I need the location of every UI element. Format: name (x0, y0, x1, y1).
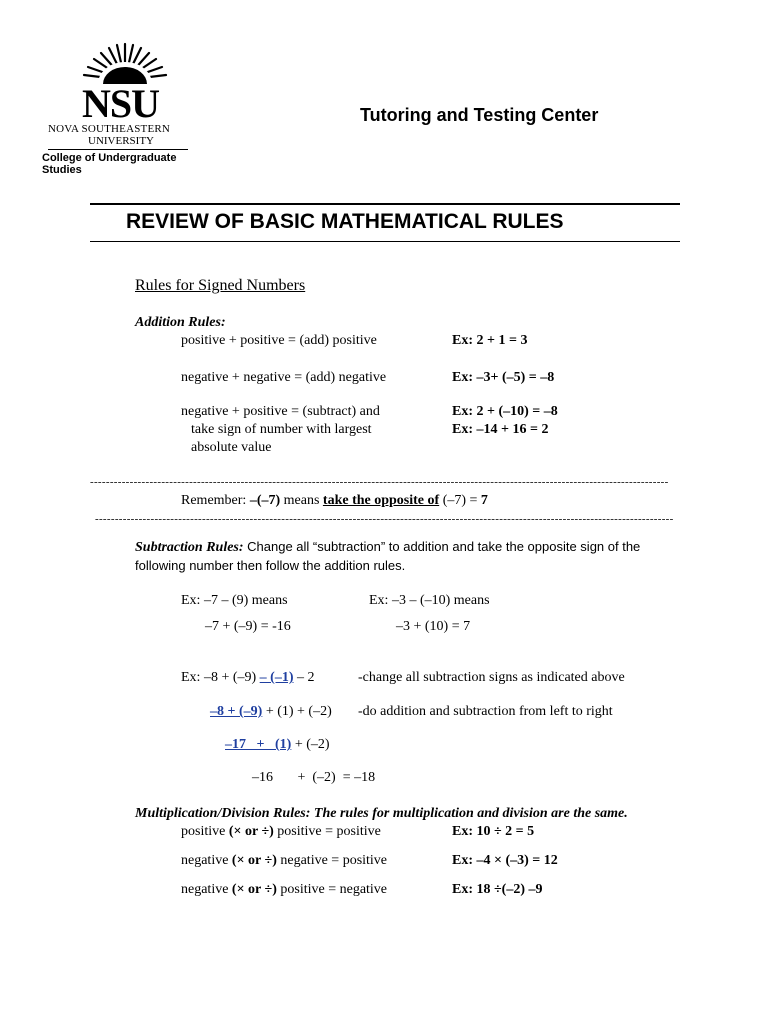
rule-1-b: positive = positive (273, 824, 381, 839)
logo-college: College of Undergraduate Studies (42, 152, 177, 176)
multdiv-rule-1 (181, 824, 381, 840)
center-title: Tutoring and Testing Center (360, 105, 599, 125)
subtraction-example-a-2: –7 + (–9) = -16 (205, 619, 291, 634)
subtraction-note-2: -do addition and subtraction from left to right (358, 704, 613, 719)
remember-prefix: Remember: (181, 493, 250, 508)
example-3-post: – 2 (293, 670, 315, 685)
multdiv-example-3: Ex: 18 ÷(–2) –9 (452, 882, 543, 897)
rule-1-a: positive (181, 824, 229, 839)
step-3-mark: –17 + (1) (225, 737, 292, 752)
rule-2-a: negative (181, 853, 232, 868)
addition-rule-2: negative + negative = (add) negative (181, 370, 387, 385)
subtraction-step-3 (225, 737, 330, 753)
remember-means: means (280, 493, 323, 508)
rule-3-b: positive = negative (276, 882, 388, 897)
multdiv-rule-3 (181, 882, 387, 898)
remember-suffix: (–7) = (439, 493, 481, 508)
nsu-logo (40, 40, 210, 176)
step-3-post: + (–2) (291, 737, 330, 752)
section-heading: Rules for Signed Numbers (135, 277, 306, 294)
addition-rule-3-line-2: take sign of number with largest (191, 422, 372, 437)
remember-expression: –(–7) (249, 493, 281, 508)
subtraction-heading: Subtraction Rules: (135, 540, 244, 555)
addition-rule-3-line-3: absolute value (191, 440, 272, 455)
logo-line-2: UNIVERSITY (88, 135, 154, 147)
subtraction-note-1: -change all subtraction signs as indicated above (358, 670, 625, 685)
sunburst-icon (70, 40, 180, 85)
subtraction-example-3 (181, 670, 315, 686)
title-top-rule (90, 203, 680, 205)
logo-divider (48, 149, 188, 150)
addition-example-2: Ex: –3+ (–5) = –8 (452, 370, 555, 385)
remember-line (181, 493, 488, 509)
example-3-mark: – (–1) (259, 670, 294, 685)
multdiv-example-2: Ex: –4 × (–3) = 12 (452, 853, 558, 868)
subtraction-example-b-1: Ex: –3 – (–10) means (369, 593, 490, 608)
page-title: REVIEW OF BASIC MATHEMATICAL RULES (126, 210, 564, 233)
addition-example-3a: Ex: 2 + (–10) = –8 (452, 404, 558, 419)
rule-2-b: negative = positive (276, 853, 388, 868)
rule-2-operator: (× or ÷) (231, 853, 277, 868)
subtraction-example-a-1: Ex: –7 – (9) means (181, 593, 288, 608)
addition-rule-1: positive + positive = (add) positive (181, 333, 377, 348)
subtraction-step-2 (210, 704, 332, 720)
example-3-pre: Ex: –8 + (–9) (181, 670, 260, 685)
logo-wordmark: NSU (82, 81, 160, 126)
multdiv-heading: Multiplication/Division Rules: The rules for multiplication and division are the same. (135, 806, 628, 821)
remember-opposite: take the opposite of (322, 493, 440, 508)
rule-1-operator: (× or ÷) (228, 824, 274, 839)
dashed-divider-bottom: -------------------------------------------------------------------------------------------------------------------------------------------------- (95, 513, 674, 525)
dashed-divider-top: -------------------------------------------------------------------------------------------------------------------------------------------------- (90, 476, 669, 488)
step-2-post: + (1) + (–2) (262, 704, 332, 719)
subtraction-example-b-2: –3 + (10) = 7 (396, 619, 471, 634)
rule-3-a: negative (181, 882, 232, 897)
addition-example-3b: Ex: –14 + 16 = 2 (452, 422, 549, 437)
rule-3-operator: (× or ÷) (231, 882, 277, 897)
addition-heading: Addition Rules: (135, 315, 226, 330)
multdiv-example-1: Ex: 10 ÷ 2 = 5 (452, 824, 535, 839)
addition-example-1: Ex: 2 + 1 = 3 (452, 333, 528, 348)
logo-line-1: NOVA SOUTHEASTERN (48, 123, 171, 135)
subtraction-text: Change all “subtraction” to addition and take the opposite sign of the following number then follow the addition rules. (135, 539, 641, 573)
remember-result: 7 (480, 493, 488, 508)
title-bottom-rule (90, 241, 680, 242)
step-2-mark: –8 + (–9) (210, 704, 263, 719)
subtraction-paragraph (135, 538, 680, 575)
multdiv-rule-2 (181, 853, 387, 869)
addition-rule-3-line-1: negative + positive = (subtract) and (181, 404, 380, 419)
subtraction-step-4: –16 + (–2) = –18 (252, 770, 376, 785)
